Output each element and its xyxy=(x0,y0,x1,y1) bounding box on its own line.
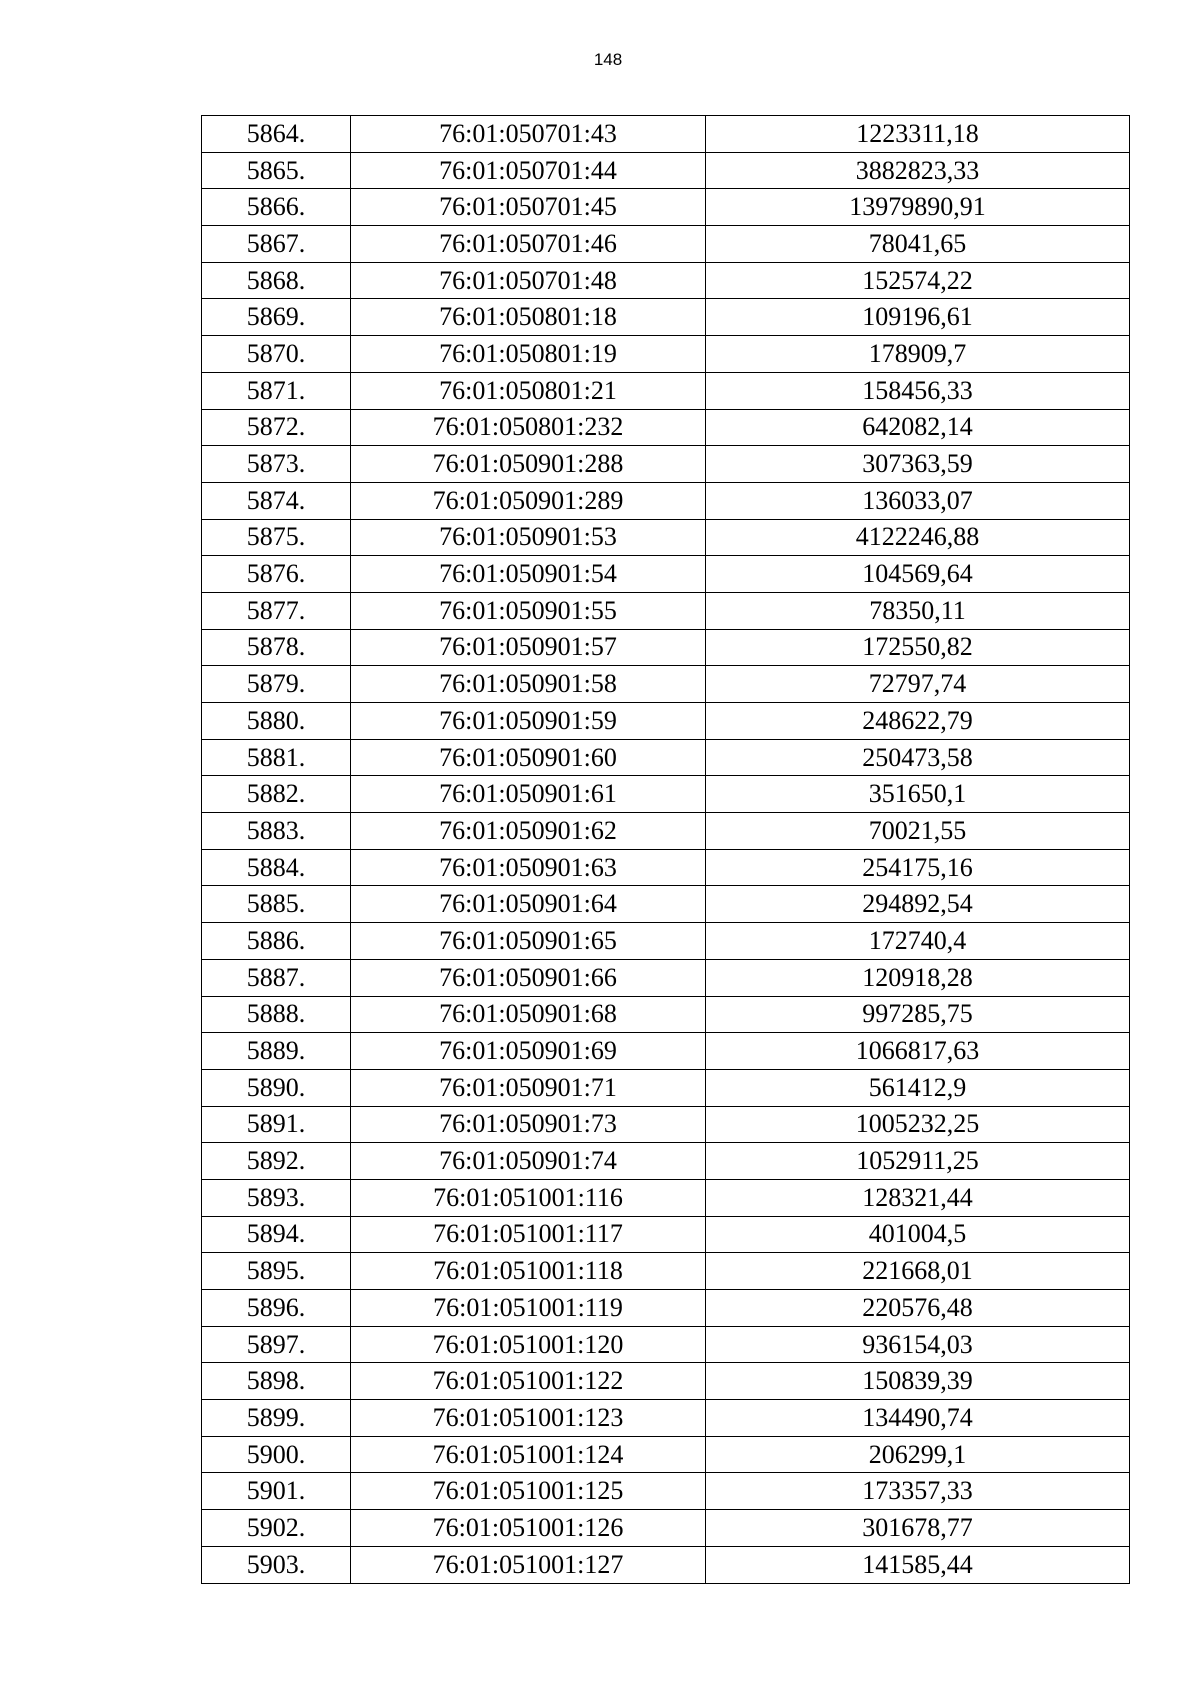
cadastral-number-cell: 76:01:050701:48 xyxy=(351,262,706,299)
cadastral-number-cell: 76:01:050901:64 xyxy=(351,886,706,923)
table-row xyxy=(202,1179,1130,1216)
row-number-cell: 5891. xyxy=(202,1106,351,1143)
cadastral-number-cell: 76:01:051001:125 xyxy=(351,1473,706,1510)
cadastral-number-cell: 76:01:050901:55 xyxy=(351,592,706,629)
cadastral-number-cell: 76:01:051001:118 xyxy=(351,1253,706,1290)
cadastral-value-cell: 254175,16 xyxy=(706,849,1130,886)
cadastral-value-cell: 109196,61 xyxy=(706,299,1130,336)
row-number-cell: 5872. xyxy=(202,409,351,446)
cadastral-value-cell: 997285,75 xyxy=(706,996,1130,1033)
cadastral-value-cell: 307363,59 xyxy=(706,446,1130,483)
row-number-cell: 5879. xyxy=(202,666,351,703)
table-row xyxy=(202,556,1130,593)
row-number-cell: 5889. xyxy=(202,1033,351,1070)
cadastral-number-cell: 76:01:050901:53 xyxy=(351,519,706,556)
table-row xyxy=(202,923,1130,960)
cadastral-number-cell: 76:01:051001:119 xyxy=(351,1290,706,1327)
table-row xyxy=(202,519,1130,556)
row-number-cell: 5896. xyxy=(202,1290,351,1327)
cadastral-number-cell: 76:01:050901:54 xyxy=(351,556,706,593)
row-number-cell: 5870. xyxy=(202,336,351,373)
cadastral-number-cell: 76:01:050901:288 xyxy=(351,446,706,483)
table-row xyxy=(202,776,1130,813)
row-number-cell: 5867. xyxy=(202,226,351,263)
row-number-cell: 5892. xyxy=(202,1143,351,1180)
table-row xyxy=(202,1546,1130,1583)
row-number-cell: 5893. xyxy=(202,1179,351,1216)
cadastral-number-cell: 76:01:051001:123 xyxy=(351,1400,706,1437)
cadastral-number-cell: 76:01:050901:62 xyxy=(351,813,706,850)
cadastral-number-cell: 76:01:050901:73 xyxy=(351,1106,706,1143)
row-number-cell: 5875. xyxy=(202,519,351,556)
cadastral-value-cell: 3882823,33 xyxy=(706,152,1130,189)
cadastral-number-cell: 76:01:050901:63 xyxy=(351,849,706,886)
row-number-cell: 5878. xyxy=(202,629,351,666)
cadastral-value-cell: 1223311,18 xyxy=(706,116,1130,153)
row-number-cell: 5886. xyxy=(202,923,351,960)
row-number-cell: 5883. xyxy=(202,813,351,850)
table-row xyxy=(202,1510,1130,1547)
row-number-cell: 5884. xyxy=(202,849,351,886)
cadastral-number-cell: 76:01:050901:60 xyxy=(351,739,706,776)
cadastral-value-cell: 70021,55 xyxy=(706,813,1130,850)
cadastral-value-cell: 78350,11 xyxy=(706,592,1130,629)
cadastral-value-cell: 4122246,88 xyxy=(706,519,1130,556)
cadastral-value-cell: 128321,44 xyxy=(706,1179,1130,1216)
cadastral-value-cell: 642082,14 xyxy=(706,409,1130,446)
table-row xyxy=(202,226,1130,263)
table-row xyxy=(202,1253,1130,1290)
cadastral-number-cell: 76:01:050901:289 xyxy=(351,482,706,519)
row-number-cell: 5864. xyxy=(202,116,351,153)
cadastral-value-cell: 150839,39 xyxy=(706,1363,1130,1400)
row-number-cell: 5894. xyxy=(202,1216,351,1253)
table-row xyxy=(202,152,1130,189)
table-row xyxy=(202,886,1130,923)
table-row xyxy=(202,1363,1130,1400)
cadastral-value-cell: 250473,58 xyxy=(706,739,1130,776)
table-row xyxy=(202,409,1130,446)
row-number-cell: 5869. xyxy=(202,299,351,336)
cadastral-value-cell: 561412,9 xyxy=(706,1069,1130,1106)
table-row xyxy=(202,629,1130,666)
row-number-cell: 5876. xyxy=(202,556,351,593)
table-row xyxy=(202,1400,1130,1437)
row-number-cell: 5888. xyxy=(202,996,351,1033)
cadastral-value-cell: 1052911,25 xyxy=(706,1143,1130,1180)
cadastral-number-cell: 76:01:050701:44 xyxy=(351,152,706,189)
table-row xyxy=(202,959,1130,996)
cadastral-value-table xyxy=(201,115,1130,1584)
cadastral-number-cell: 76:01:051001:116 xyxy=(351,1179,706,1216)
table-row xyxy=(202,189,1130,226)
table-row xyxy=(202,299,1130,336)
row-number-cell: 5871. xyxy=(202,372,351,409)
cadastral-value-cell: 1066817,63 xyxy=(706,1033,1130,1070)
table-row xyxy=(202,666,1130,703)
cadastral-number-cell: 76:01:050901:74 xyxy=(351,1143,706,1180)
cadastral-number-cell: 76:01:051001:120 xyxy=(351,1326,706,1363)
table-row xyxy=(202,1290,1130,1327)
row-number-cell: 5890. xyxy=(202,1069,351,1106)
row-number-cell: 5887. xyxy=(202,959,351,996)
cadastral-value-cell: 134490,74 xyxy=(706,1400,1130,1437)
cadastral-value-cell: 141585,44 xyxy=(706,1546,1130,1583)
row-number-cell: 5903. xyxy=(202,1546,351,1583)
cadastral-number-cell: 76:01:051001:124 xyxy=(351,1436,706,1473)
cadastral-value-cell: 78041,65 xyxy=(706,226,1130,263)
cadastral-number-cell: 76:01:050901:57 xyxy=(351,629,706,666)
row-number-cell: 5874. xyxy=(202,482,351,519)
cadastral-value-cell: 13979890,91 xyxy=(706,189,1130,226)
cadastral-value-cell: 206299,1 xyxy=(706,1436,1130,1473)
cadastral-number-cell: 76:01:050901:66 xyxy=(351,959,706,996)
cadastral-number-cell: 76:01:050901:58 xyxy=(351,666,706,703)
table-row xyxy=(202,446,1130,483)
cadastral-value-cell: 401004,5 xyxy=(706,1216,1130,1253)
table-body xyxy=(202,116,1130,1584)
cadastral-value-cell: 221668,01 xyxy=(706,1253,1130,1290)
table-row xyxy=(202,849,1130,886)
cadastral-value-cell: 172550,82 xyxy=(706,629,1130,666)
row-number-cell: 5882. xyxy=(202,776,351,813)
row-number-cell: 5877. xyxy=(202,592,351,629)
row-number-cell: 5902. xyxy=(202,1510,351,1547)
row-number-cell: 5868. xyxy=(202,262,351,299)
table-row xyxy=(202,813,1130,850)
table-row xyxy=(202,703,1130,740)
cadastral-value-cell: 104569,64 xyxy=(706,556,1130,593)
table-row xyxy=(202,1069,1130,1106)
cadastral-value-cell: 178909,7 xyxy=(706,336,1130,373)
cadastral-number-cell: 76:01:050801:18 xyxy=(351,299,706,336)
cadastral-number-cell: 76:01:050901:65 xyxy=(351,923,706,960)
cadastral-number-cell: 76:01:051001:127 xyxy=(351,1546,706,1583)
cadastral-number-cell: 76:01:050901:61 xyxy=(351,776,706,813)
cadastral-number-cell: 76:01:050801:232 xyxy=(351,409,706,446)
cadastral-value-cell: 72797,74 xyxy=(706,666,1130,703)
cadastral-number-cell: 76:01:050801:19 xyxy=(351,336,706,373)
cadastral-value-cell: 173357,33 xyxy=(706,1473,1130,1510)
table-row xyxy=(202,1216,1130,1253)
row-number-cell: 5895. xyxy=(202,1253,351,1290)
table-row xyxy=(202,1326,1130,1363)
cadastral-number-cell: 76:01:051001:117 xyxy=(351,1216,706,1253)
table-row xyxy=(202,372,1130,409)
row-number-cell: 5865. xyxy=(202,152,351,189)
row-number-cell: 5897. xyxy=(202,1326,351,1363)
cadastral-number-cell: 76:01:050901:59 xyxy=(351,703,706,740)
table-row xyxy=(202,1106,1130,1143)
cadastral-number-cell: 76:01:050701:45 xyxy=(351,189,706,226)
cadastral-value-cell: 351650,1 xyxy=(706,776,1130,813)
cadastral-number-cell: 76:01:051001:126 xyxy=(351,1510,706,1547)
row-number-cell: 5898. xyxy=(202,1363,351,1400)
cadastral-value-cell: 248622,79 xyxy=(706,703,1130,740)
table-row xyxy=(202,1436,1130,1473)
cadastral-number-cell: 76:01:050701:43 xyxy=(351,116,706,153)
cadastral-value-cell: 172740,4 xyxy=(706,923,1130,960)
row-number-cell: 5880. xyxy=(202,703,351,740)
cadastral-value-cell: 220576,48 xyxy=(706,1290,1130,1327)
cadastral-value-cell: 158456,33 xyxy=(706,372,1130,409)
row-number-cell: 5901. xyxy=(202,1473,351,1510)
table-row xyxy=(202,739,1130,776)
cadastral-number-cell: 76:01:051001:122 xyxy=(351,1363,706,1400)
page-number: 148 xyxy=(593,50,623,69)
cadastral-number-cell: 76:01:050901:68 xyxy=(351,996,706,1033)
cadastral-value-cell: 936154,03 xyxy=(706,1326,1130,1363)
cadastral-value-cell: 120918,28 xyxy=(706,959,1130,996)
row-number-cell: 5881. xyxy=(202,739,351,776)
cadastral-number-cell: 76:01:050701:46 xyxy=(351,226,706,263)
table-row xyxy=(202,996,1130,1033)
cadastral-number-cell: 76:01:050901:69 xyxy=(351,1033,706,1070)
cadastral-value-cell: 294892,54 xyxy=(706,886,1130,923)
cadastral-value-cell: 1005232,25 xyxy=(706,1106,1130,1143)
cadastral-number-cell: 76:01:050901:71 xyxy=(351,1069,706,1106)
cadastral-value-cell: 136033,07 xyxy=(706,482,1130,519)
table-row xyxy=(202,1473,1130,1510)
row-number-cell: 5899. xyxy=(202,1400,351,1437)
cadastral-value-cell: 152574,22 xyxy=(706,262,1130,299)
cadastral-value-cell: 301678,77 xyxy=(706,1510,1130,1547)
table-row xyxy=(202,1143,1130,1180)
table-row xyxy=(202,1033,1130,1070)
row-number-cell: 5866. xyxy=(202,189,351,226)
table-row xyxy=(202,116,1130,153)
table-row xyxy=(202,482,1130,519)
table-row xyxy=(202,262,1130,299)
row-number-cell: 5885. xyxy=(202,886,351,923)
row-number-cell: 5873. xyxy=(202,446,351,483)
table-row xyxy=(202,592,1130,629)
table-row xyxy=(202,336,1130,373)
row-number-cell: 5900. xyxy=(202,1436,351,1473)
cadastral-number-cell: 76:01:050801:21 xyxy=(351,372,706,409)
